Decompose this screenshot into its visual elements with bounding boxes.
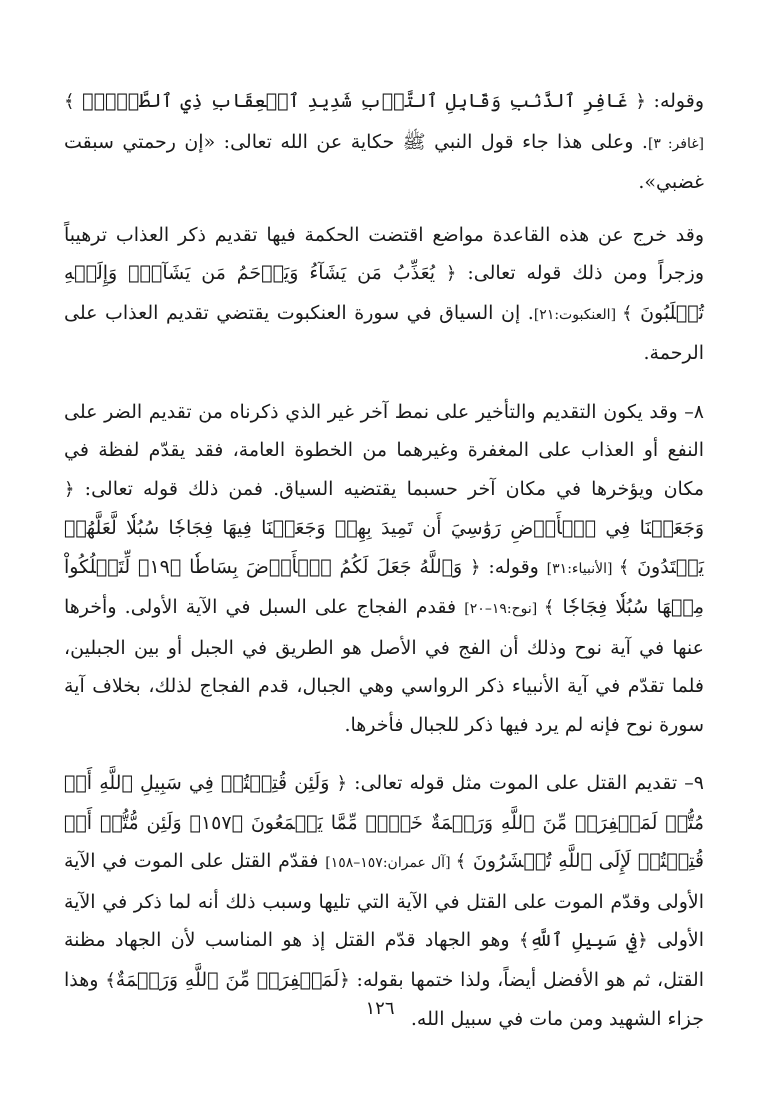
paragraph-text: . وعلى هذا جاء قول النبي ﷺ حكاية عن الله تعالى: «إن رحمتي سبقت غضبي». [64, 130, 704, 193]
paragraph-text: فقدّم القتل على الموت في الآية الأولى وقدّم الموت على القتل في الآية التي تليها وسبب ذلك أنه لما ذكر في الآية الأولى [64, 850, 704, 951]
verse-reference: [نوح:١٩–٢٠] [464, 601, 544, 617]
quran-bracket: ﴿ [339, 969, 350, 991]
paragraph-text: وهذا جزاء الشهيد ومن مات في سبيل الله. [64, 968, 704, 1030]
paragraph-text: وهو الجهاد قدّم القتل إذ هو المناسب لأن الجهاد مظنة القتل، ثم هو الأفضل أيضاً، ولذا ختمها بقوله: [64, 929, 704, 991]
page-body [64, 82, 704, 1053]
quran-bracket: ﴾ [64, 91, 75, 112]
paragraph-text: ٩– تقديم القتل على الموت مثل قوله تعالى: [347, 772, 705, 794]
quran-verse: غَافِرِ ٱلذَّنۢبِ وَقَابِلِ ٱلتَّوۡبِ شَدِيدِ ٱلۡعِقَابِ ذِي ٱلطَّوۡلِۖ [74, 90, 636, 112]
paragraph-fijaj-subul [64, 393, 704, 745]
quran-bracket: ﴿ [64, 478, 75, 500]
paragraph-text: . إن السياق في سورة العنكبوت يقتضي تقديم العذاب على الرحمة. [64, 301, 704, 364]
quran-verse: وَٱللَّهُ جَعَلَ لَكُمُ ٱلۡأَرۡضَ بِسَاطٗا ﴿١٩﴾ لِّتَسۡلُكُواْ مِنۡهَا سُبُلٗا فِجَاجٗا [64, 555, 705, 618]
quran-bracket: ﴾ [543, 597, 555, 618]
verse-reference: [غافر: ٣] [647, 135, 705, 152]
paragraph-ghafir [64, 82, 704, 202]
quran-verse: فِي سَبِيلِ ٱللَّهِ [529, 929, 638, 951]
paragraph-text: وقوله: [645, 90, 704, 112]
verse-reference: [الأنبياء:٣١] [546, 560, 619, 577]
quran-bracket: ﴿ [445, 263, 457, 284]
quran-bracket: ﴾ [518, 930, 530, 951]
quran-verse: لَمَغۡفِرَةٞ مِّنَ ٱللَّهِ وَرَحۡمَةٌ [115, 968, 340, 991]
quran-bracket: ﴿ [637, 930, 648, 951]
quran-bracket: ﴿ [635, 91, 646, 112]
quran-bracket: ﴾ [622, 302, 633, 324]
quran-verse: وَجَعَلۡنَا فِي ٱلۡأَرۡضِ رَوَٰسِيَ أَن تَمِيدَ بِهِمۡ وَجَعَلۡنَا فِيهَا فِجَاجٗا سُبُلٗا لَّعَلَّهُمۡ يَهۡتَدُونَ [64, 517, 704, 578]
paragraph-text: ٨– وقد يكون التقديم والتأخير على نمط آخر غير الذي ذكرناه من تقديم الضر على النفع أو العذاب على المغفرة وغيرهما من الخطوة العامة، فقد يقدّم لفظة في مكان ويؤخرها في مكان آخر حسبما يقتضيه السياق. فمن ذلك قوله تعالى: [64, 400, 704, 500]
quran-bracket: ﴾ [105, 969, 116, 991]
quran-bracket: ﴾ [455, 851, 467, 872]
paragraph-text: وقوله: [480, 555, 547, 578]
quran-bracket: ﴾ [618, 556, 630, 578]
paragraph-text: فقدم الفجاج على السبل في الآية الأولى. وأخرها عنها في آية نوح وذلك أن الفج في الأصل هو الطريق في الجبل أو بين الجبلين، فلما تقدّم في آية الأنبياء ذكر الرواسي وهي الجبال، قدم الفجاج لذلك، بخلاف آية سورة نوح فإنه لم يرد فيها ذكر للجبال فأخرها. [64, 596, 704, 736]
verse-reference: [العنكبوت:٢١] [533, 306, 622, 323]
quran-verse: وَلَئِن قُتِلۡتُمۡ فِي سَبِيلِ ٱللَّهِ أَوۡ مُتُّمۡ لَمَغۡفِرَةٞ مِّنَ ٱللَّهِ وَرَحۡمَةٌ خَيۡرٞ مِّمَّا يَجۡمَعُونَ ﴿١٥٧﴾ وَلَئِن مُّتُّمۡ أَوۡ قُتِلۡتُمۡ لَإِلَى ٱللَّهِ تُحۡشَرُونَ [64, 772, 705, 872]
verse-reference: [آل عمران:١٥٧–١٥٨] [325, 855, 456, 871]
quran-bracket: ﴿ [336, 773, 348, 794]
page-number: ١٢٦ [365, 998, 395, 1019]
quran-bracket: ﴿ [470, 556, 481, 578]
paragraph-ankabut [64, 216, 704, 373]
quran-verse: يُعَذِّبُ مَن يَشَآءُ وَيَرۡحَمُ مَن يَشَآءُۖ وَإِلَيۡهِ تُقۡلَبُونَ [64, 262, 704, 324]
paragraph-text: وقد خرج عن هذه القاعدة مواضع اقتضت الحكمة فيها تقديم ذكر العذاب ترهيباً وزجراً ومن ذلك قوله تعالى: [64, 223, 704, 284]
